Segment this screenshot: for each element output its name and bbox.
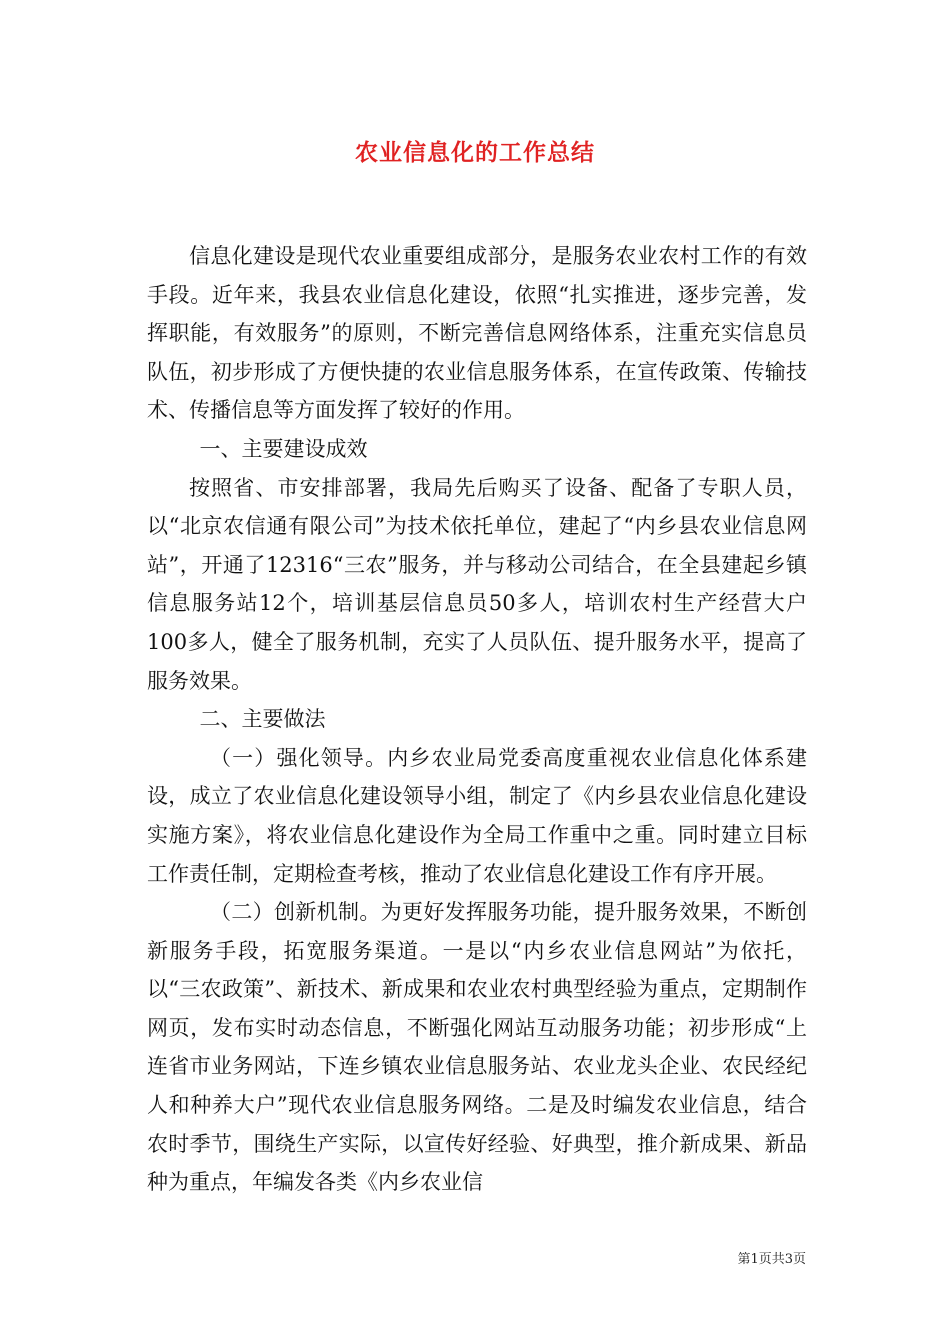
section-heading-achievements: 一、主要建设成效 bbox=[199, 436, 368, 461]
paragraph-innovation: （二）创新机制。为更好发挥服务功能，提升服务效果，不断创新服务手段，拓宽服务渠道。一是以“内乡农业信息网站”为依托，以“三农政策”、新技术、新成果和农业农村典型经验为重点，定期制作网页，发布实时动态信息，不断强化网站互动服务功能；初步形成“上连省市业务网站，下连乡镇农业信息服务站、农业龙头企业、农民经纪人和种养大户”现代农业信息服务网络。二是及时编发农业信息，结合农时季节，围绕生产实际，以宣传好经验、好典型，推介新成果、新品种为重点，年编发各类《内乡农业信 bbox=[147, 900, 807, 1195]
document-body bbox=[147, 237, 807, 1202]
page-number-footer: 第1页共3页 bbox=[737, 1252, 806, 1267]
paragraph-intro: 信息化建设是现代农业重要组成部分，是服务农业农村工作的有效手段。近年来，我县农业信息化建设，依照“扎实推进，逐步完善，发挥职能，有效服务”的原则，不断完善信息网络体系，注重充实信息员队伍，初步形成了方便快捷的农业信息服务体系，在宣传政策、传输技术、传播信息等方面发挥了较好的作用。 bbox=[147, 244, 807, 423]
document-title: 农业信息化的工作总结 bbox=[355, 140, 595, 166]
paragraph-leadership: （一）强化领导。内乡农业局党委高度重视农业信息化体系建设，成立了农业信息化建设领导小组，制定了《内乡县农业信息化建设实施方案》，将农业信息化建设作为全局工作重中之重。同时建立目标工作责任制，定期检查考核，推动了农业信息化建设工作有序开展。 bbox=[147, 745, 807, 886]
paragraph-achievements: 按照省、市安排部署，我局先后购买了设备、配备了专职人员，以“北京农信通有限公司”为技术依托单位，建起了“内乡县农业信息网站”，开通了12316“三农”服务，并与移动公司结合，在全县建起乡镇信息服务站12个，培训基层信息员50多人，培训农村生产经营大户100多人，健全了服务机制，充实了人员队伍、提升服务水平，提高了服务效果。 bbox=[147, 475, 807, 693]
section-heading-methods: 二、主要做法 bbox=[199, 707, 326, 732]
